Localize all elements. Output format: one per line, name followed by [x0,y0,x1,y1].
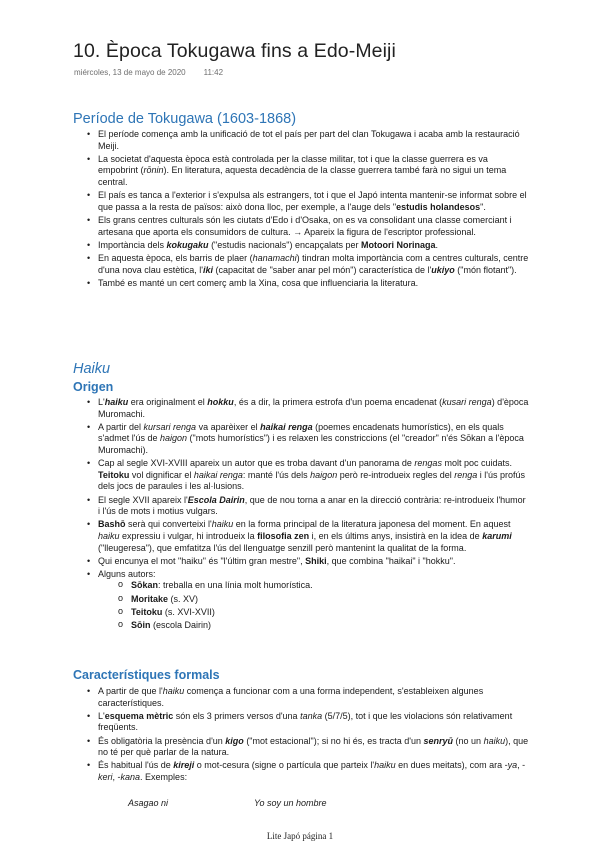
author-item: o Teitoku (s. XVI-XVII) [98,607,530,619]
example-right: Yo soy un hombre [254,798,327,808]
list-item: • És obligatòria la presència d'un kigo ("mot estacional"); si no hi és, es tracta d'un senryū (no un haiku), que no té per què parlar de la natura. [85,736,530,759]
list-item: • En aquesta època, els barris de plaer (hanamachi) tindran molta importància com a centres culturals, centre d'una nova clau estètica, l'iki (capacitat de "saber anar pel món") característica de l'ukiyo ("món flotant"). [85,253,530,276]
list-item: • L'esquema mètric són els 3 primers versos d'una tanka (5/7/5), tot i que les violacions són relativament freqüents. [85,711,530,734]
subheading-origen: Origen [73,380,114,394]
author-item: o Moritake (s. XV) [98,594,530,606]
list-item: • El segle XVII apareix l'Escola Dairin, que de nou torna a anar en la direcció contrària: re-introdueix l'humor i l'ús de mots i motius vulgars. [85,495,530,518]
list-item: • A partir de que l'haiku comença a funcionar com a una forma independent, s'estableixen algunes característiques. [85,686,530,709]
list-item: • Importància dels kokugaku ("estudis nacionals") encapçalats per Motoori Norinaga. [85,240,530,252]
list-item: • L'haiku era originalment el hokku, és a dir, la primera estrofa d'un poema encadenat (kusari renga) d'època Muromachi. [85,397,530,420]
list-item: • Els grans centres culturals són les ciutats d'Edo i d'Osaka, on es va consolidant una classe comerciant i artesana que aporta els consumidors de cultura. → Apareix la figura de l'escriptor professional. [85,215,530,238]
author-item: o Sōkan: treballa en una línia molt humorística. [98,580,530,592]
section-heading-tokugawa: Període de Tokugawa (1603-1868) [73,111,297,127]
list-item: • També es manté un cert comerç amb la Xina, cosa que influenciaria la literatura. [85,278,530,290]
list-item: • El país es tanca a l'exterior i s'expulsa als estrangers, tot i que el Japó intenta mantenir-se informat sobre el que passa a la resta de països: això dona lloc, per exemple, a l'auge dels "estudis holandesos". [85,190,530,213]
list-item: • Qui encunya el mot "haiku" és "l'últim gran mestre", Shiki, que combina "haikai" i "hokku". [85,556,530,568]
authors-list [98,580,530,631]
author-item: o Sōin (escola Dairin) [98,620,530,632]
origen-list [85,397,530,633]
list-item: • Cap al segle XVI-XVIII apareix un autor que es troba davant d'un panorama de rengas molt poc cuidats. Teitoku vol dignificar el haikai renga: manté l'ús dels haigon però re-introdueix regles del renga i l'ús profús dels jocs de paraules i les al·lusions. [85,458,530,493]
list-item: • La societat d'aquesta època està controlada per la classe militar, tot i que la classe guerrera es va empobrint (rōnin). En literatura, aquesta decadència de la classe guerrera també farà no sigui un tema central. [85,154,530,189]
list-item: • El període comença amb la unificació de tot el país per part del clan Tokugawa i acaba amb la restauració Meiji. [85,129,530,152]
example-left: Asagao ni [128,798,169,808]
date-text: miércoles, 13 de mayo de 2020 [74,68,186,77]
list-item: • És habitual l'ús de kireji o mot-cesura (signe o partícula que parteix l'haiku en dues meitats), com ara -ya, -keri, -kana. Exemples: [85,760,530,783]
caracteristiques-list [85,686,530,785]
list-item: • Alguns autors: o Sōkan: treballa en una línia molt humorística. o Moritake (s. XV) o Teitoku (s. XVI-XVII) o Sōin (escola Dairin) [85,569,530,631]
page-footer: Lite Japó página 1 [266,831,334,841]
section-heading-haiku: Haiku [73,361,111,377]
tokugawa-list [85,129,530,291]
time-text: 11:42 [203,68,224,77]
subheading-caracteristiques: Característiques formals [73,668,220,682]
page-date [74,68,223,77]
list-item: • A partir del kursari renga va aparèixer el haikai renga (poemes encadenats humorístics), en els quals s'admet l'ús de haigon ("mots humorístics") i es relaxen les constriccions (el "creador" n'és Sōkan a l'època Muromachi). [85,422,530,457]
list-item: • Bashō serà qui converteixi l'haiku en la forma principal de la literatura japonesa del moment. En aquest haiku expressiu i vulgar, hi introdueix la filosofia zen i, en els últims anys, insistirà en la idea de karumi ("lleugeresa"), que emfatitza l'ús del llenguatge senzill però mantenint la qualitat de la forma. [85,519,530,554]
page-title: 10. Època Tokugawa fins a Edo-Meiji [73,40,396,62]
